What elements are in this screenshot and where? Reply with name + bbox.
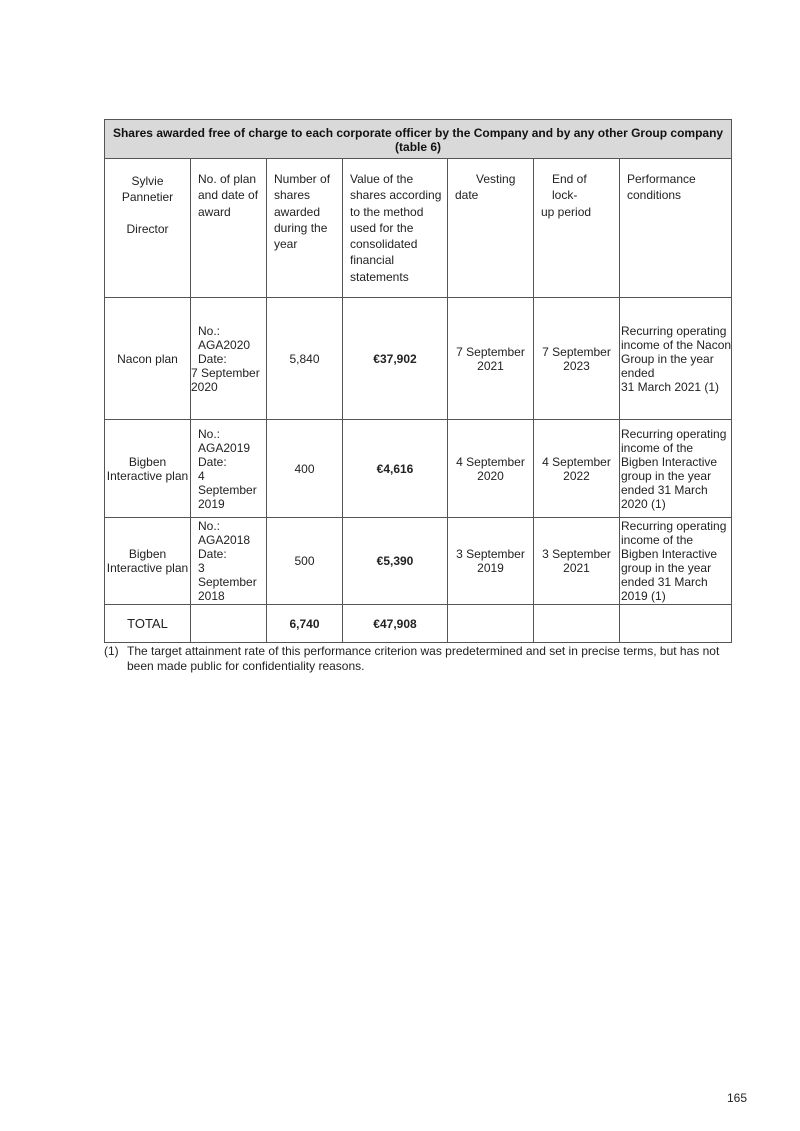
total-vesting-empty (448, 605, 534, 643)
row-plan-name: Bigben Interactive plan (105, 420, 191, 518)
plan-no-label: No.: (198, 323, 221, 338)
page-number: 165 (727, 1091, 748, 1105)
footnote-mark: (1) (104, 644, 119, 658)
table-row (105, 298, 732, 420)
plan-date-day: 3 (198, 561, 205, 575)
total-label: TOTAL (105, 605, 191, 643)
performance-tail: 31 March 2021 (1) (621, 379, 720, 394)
row-plan-id (191, 420, 267, 518)
plan-no: AGA2019 (198, 440, 251, 455)
row-lockup: 7 September 2023 (534, 298, 620, 420)
plan-date-rest: September 2018 (198, 575, 257, 603)
header-vesting: Vesting date (448, 159, 534, 298)
officer-name-line1: Sylvie (131, 174, 164, 188)
total-performance-empty (620, 605, 732, 643)
plan-date: 7 September 2020 (191, 365, 260, 394)
footnote (104, 644, 724, 673)
plan-date-day: 4 (198, 468, 205, 483)
row-plan-id (191, 518, 267, 605)
row-vesting: 3 September 2019 (448, 518, 534, 605)
footnote-text: The target attainment rate of this performance criterion was predetermined and set in precise terms, but has not been made public for confidentiality reasons. (127, 644, 720, 673)
row-performance: Recurring operating income of the Bigben Interactive group in the year ended 31 March 2020 (1) (620, 420, 732, 518)
total-value: €47,908 (343, 605, 448, 643)
row-value: €5,390 (343, 518, 448, 605)
row-performance (620, 298, 732, 420)
table-row (105, 420, 732, 518)
total-shares: 6,740 (267, 605, 343, 643)
row-shares: 500 (267, 518, 343, 605)
total-plan-empty (191, 605, 267, 643)
header-performance: Performance conditions (620, 159, 732, 298)
row-lockup: 3 September 2021 (534, 518, 620, 605)
header-value: Value of the shares according to the method used for the consolidated financial statements (343, 159, 448, 298)
table-title-line1: Shares awarded free of charge to each corporate officer by the Company and by any other Group company (112, 126, 724, 140)
plan-no: AGA2018 (198, 533, 251, 547)
officer-name-line2: Pannetier (121, 190, 174, 204)
plan-date-label: Date: (198, 547, 227, 561)
plan-no: AGA2020 (198, 337, 251, 352)
plan-no-label: No.: (198, 426, 221, 441)
row-vesting: 7 September 2021 (448, 298, 534, 420)
row-lockup: 4 September 2022 (534, 420, 620, 518)
row-plan-name: Nacon plan (105, 298, 191, 420)
row-plan-id (191, 298, 267, 420)
table-title-line2: (table 6) (395, 140, 442, 154)
total-lockup-empty (534, 605, 620, 643)
plan-date-label: Date: (198, 454, 227, 469)
row-vesting: 4 September 2020 (448, 420, 534, 518)
header-shares: Number of shares awarded during the year (267, 159, 343, 298)
row-value: €4,616 (343, 420, 448, 518)
header-officer (105, 159, 191, 298)
total-row (105, 605, 732, 643)
table-row (105, 518, 732, 605)
row-performance: Recurring operating income of the Bigben Interactive group in the year ended 31 March 2019 (1) (620, 518, 732, 605)
plan-date-rest: September 2019 (198, 482, 257, 511)
header-lockup: End of lock- up period (534, 159, 620, 298)
header-plan: No. of plan and date of award (191, 159, 267, 298)
shares-awarded-table (104, 119, 732, 643)
table-header-row (105, 159, 732, 298)
row-value: €37,902 (343, 298, 448, 420)
row-shares: 5,840 (267, 298, 343, 420)
plan-no-label: No.: (198, 519, 221, 533)
row-shares: 400 (267, 420, 343, 518)
plan-date-label: Date: (198, 351, 227, 366)
performance-text: Recurring operating income of the Nacon Group in the year ended (621, 323, 732, 380)
officer-role: Director (126, 222, 169, 236)
table-title (105, 120, 732, 159)
row-plan-name: Bigben Interactive plan (105, 518, 191, 605)
